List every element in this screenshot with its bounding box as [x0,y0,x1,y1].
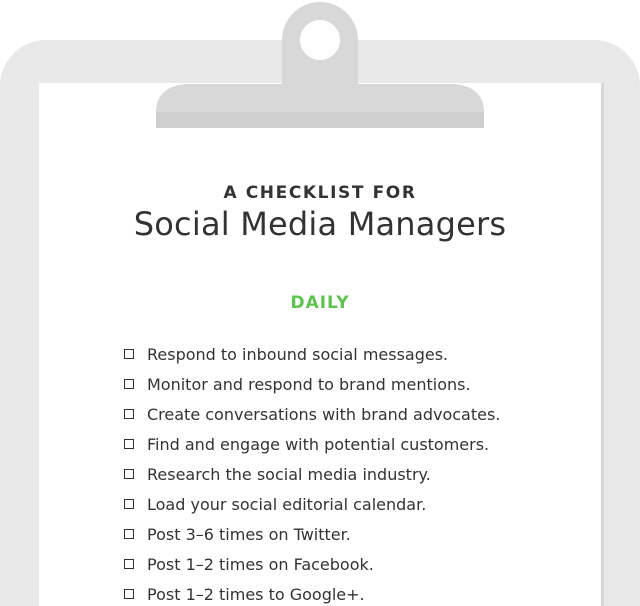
checklist-item [124,549,500,579]
checklist-item-text: Create conversations with brand advocates. [147,404,501,424]
checklist-item [124,429,500,459]
checkbox-icon[interactable] [124,349,134,359]
checklist-item-text: Respond to inbound social messages. [147,344,449,364]
checklist-title: Social Media Managers [133,205,507,243]
checkbox-icon[interactable] [124,499,134,509]
checklist-item [124,489,500,519]
checkbox-icon[interactable] [124,529,134,539]
checklist-kicker: A CHECKLIST FOR [223,183,417,203]
checklist-item-text: Post 1–2 times on Facebook. [147,554,374,574]
checklist-item-text: Monitor and respond to brand mentions. [147,374,471,394]
checklist-item [124,399,500,429]
checklist-item-text: Research the social media industry. [147,464,431,484]
checkbox-icon[interactable] [124,439,134,449]
checkbox-icon[interactable] [124,589,134,599]
checkbox-icon[interactable] [124,379,134,389]
checklist-item-text: Load your social editorial calendar. [147,494,427,514]
checklist-item-text: Post 1–2 times to Google+. [147,584,365,604]
checklist-item [124,579,500,606]
checklist-item [124,519,500,549]
checkbox-icon[interactable] [124,469,134,479]
checkbox-icon[interactable] [124,409,134,419]
section-label-daily: DAILY [290,293,350,313]
checklist-item [124,369,500,399]
checklist-item-text: Post 3–6 times on Twitter. [147,524,351,544]
clipboard-clip-icon [0,0,640,140]
checklist-item-text: Find and engage with potential customers. [147,434,490,454]
checklist-item [124,339,500,369]
checklist-item [124,459,500,489]
checkbox-icon[interactable] [124,559,134,569]
daily-checklist [124,339,500,606]
